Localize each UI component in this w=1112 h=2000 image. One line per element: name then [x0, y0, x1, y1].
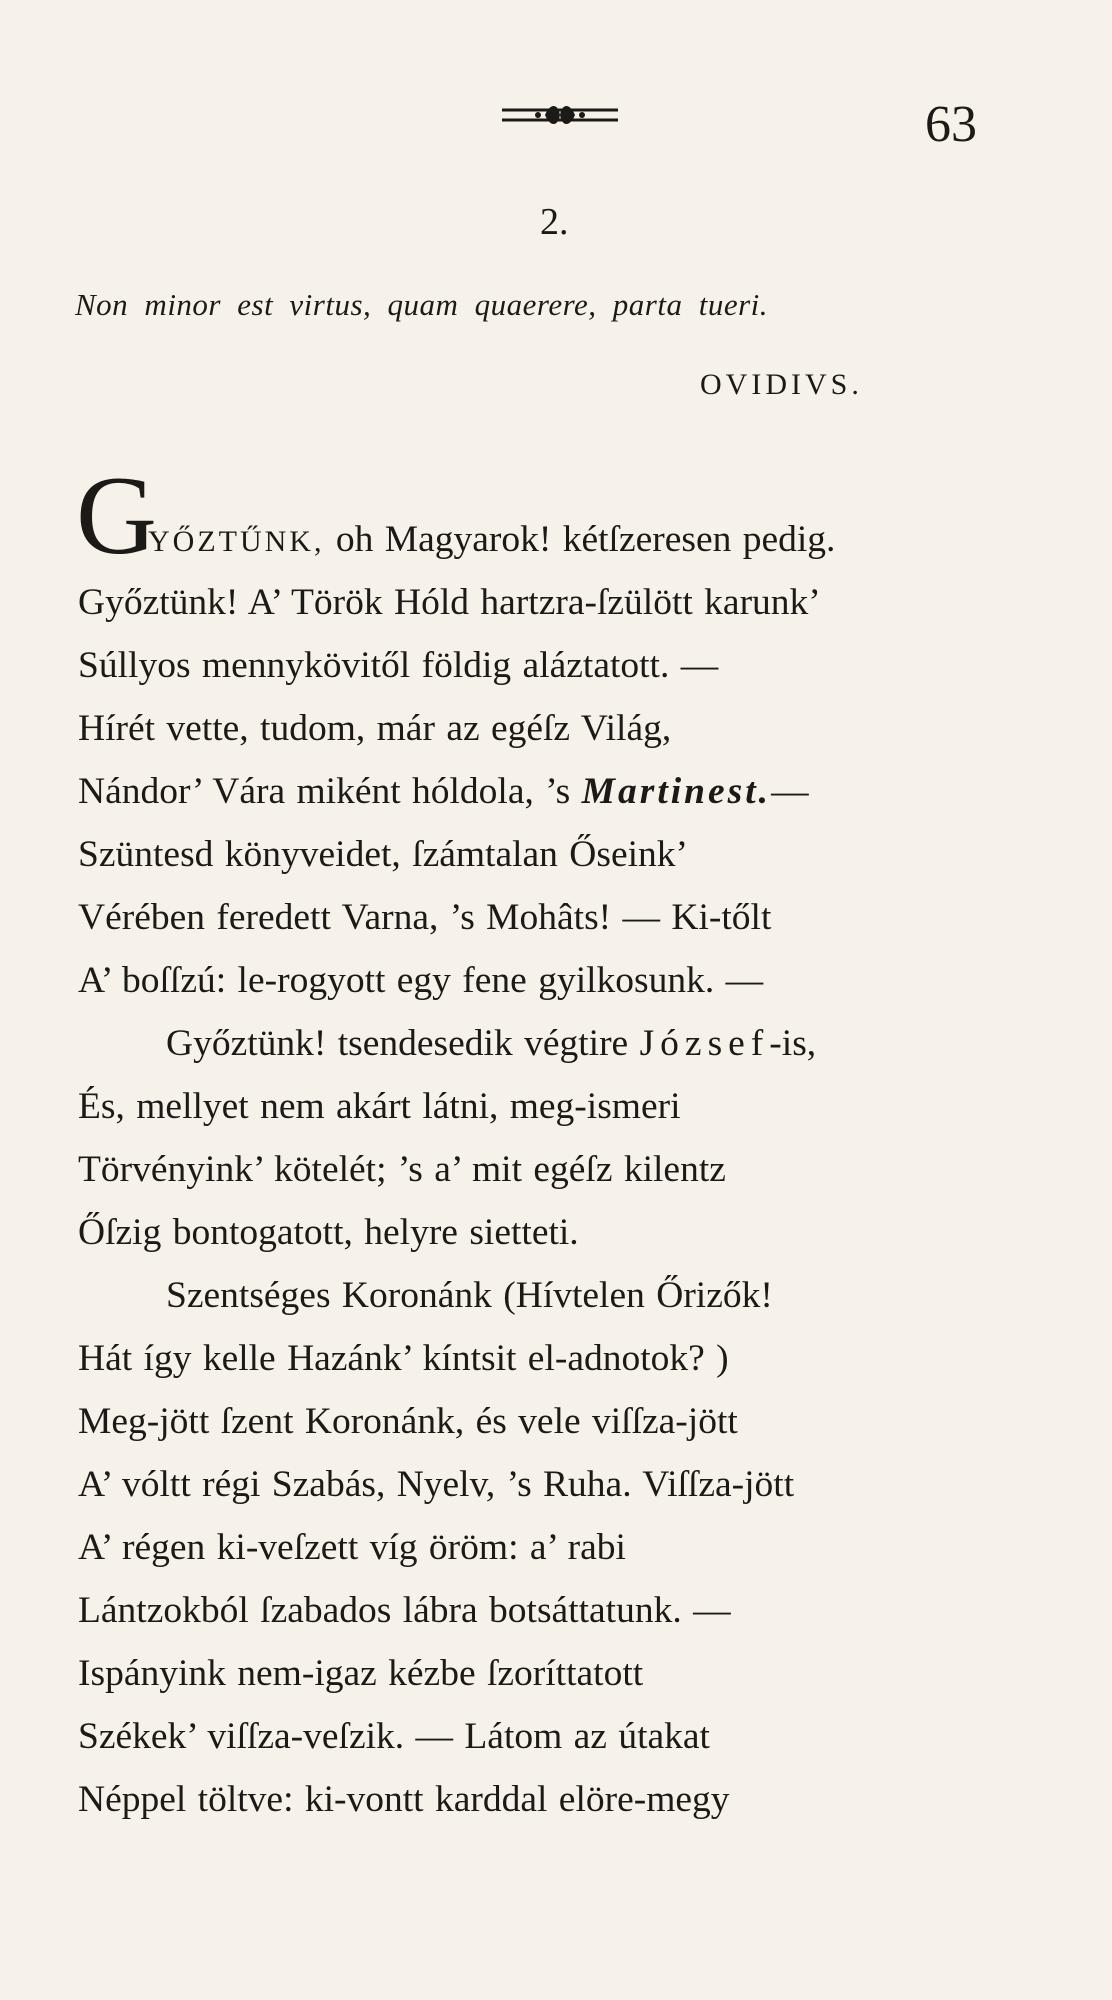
poem-line [76, 454, 1038, 578]
line-text: — [771, 771, 809, 812]
emphasized-name: Martinest. [581, 771, 772, 812]
poem-line: Törvényink’ kötelét; ’s a’ mit egéſz kilentz [78, 1149, 726, 1190]
poem-line: Hírét vette, tudom, már az egéſz Világ, [78, 708, 672, 749]
poem-line: Vérében feredett Varna, ’s Mohâts! — Ki-tőlt [78, 897, 772, 938]
poem-line: Súllyos mennykövitől földig aláztatott. — [78, 645, 719, 686]
poem-line: A’ régen ki-veſzett víg öröm: a’ rabi [78, 1527, 626, 1568]
poem-line: Meg-jött ſzent Koronánk, és vele viſſza-jött [78, 1401, 738, 1442]
poem-line: Lántzokból ſzabados lábra botsáttatunk. — [78, 1590, 731, 1631]
line-text: Győztünk! tsendesedik végtire [166, 1023, 640, 1064]
drop-cap: G [76, 454, 157, 578]
poem-line: Szüntesd könyveidet, ſzámtalan Őseink’ [78, 834, 689, 875]
poem-line: Hát így kelle Hazánk’ kíntsit el-adnotok? ) [78, 1338, 729, 1379]
poem-line: Győztünk! A’ Török Hóld hartzra-ſzülött karunk’ [78, 582, 821, 623]
first-line-text: oh Magyarok! kétſzeresen pedig. [324, 519, 836, 560]
poem-line: A’ boſſzú: le-rogyott egy fene gyilkosunk. — [78, 960, 764, 1001]
page-number: 63 [925, 96, 977, 153]
line-text: Nándor’ Vára miként hóldola, ’s [78, 771, 582, 812]
epigraph-attribution: OVIDIVS. [700, 368, 863, 401]
ornament-divider-icon [500, 100, 620, 130]
poem-line: És, mellyet nem akárt látni, meg-ismeri [78, 1086, 681, 1127]
poem-line: Ispányink nem-igaz kézbe ſzoríttatott [78, 1653, 644, 1694]
first-word-smallcaps: YŐZTŰNK, [148, 525, 325, 558]
line-text: -is, [769, 1023, 817, 1064]
epigraph-quote: Non minor est virtus, quam quaerere, parta tueri. [75, 287, 769, 322]
poem-line [78, 760, 1038, 823]
poem-line: Szentséges Koronánk (Hívtelen Őrizők! [166, 1275, 773, 1316]
poem-line: Őſzig bontogatott, helyre sietteti. [78, 1212, 579, 1253]
poem-body [76, 454, 1038, 1831]
poem-line: Néppel töltve: ki-vontt karddal elöre-megy [78, 1779, 730, 1820]
poem-line: A’ vóltt régi Szabás, Nyelv, ’s Ruha. Viſſza-jött [78, 1464, 795, 1505]
poem-line: Székek’ viſſza-veſzik. — Látom az útakat [78, 1716, 710, 1757]
spaced-name: József [639, 1023, 770, 1064]
section-number: 2. [540, 201, 569, 243]
poem-line [78, 1012, 1038, 1075]
